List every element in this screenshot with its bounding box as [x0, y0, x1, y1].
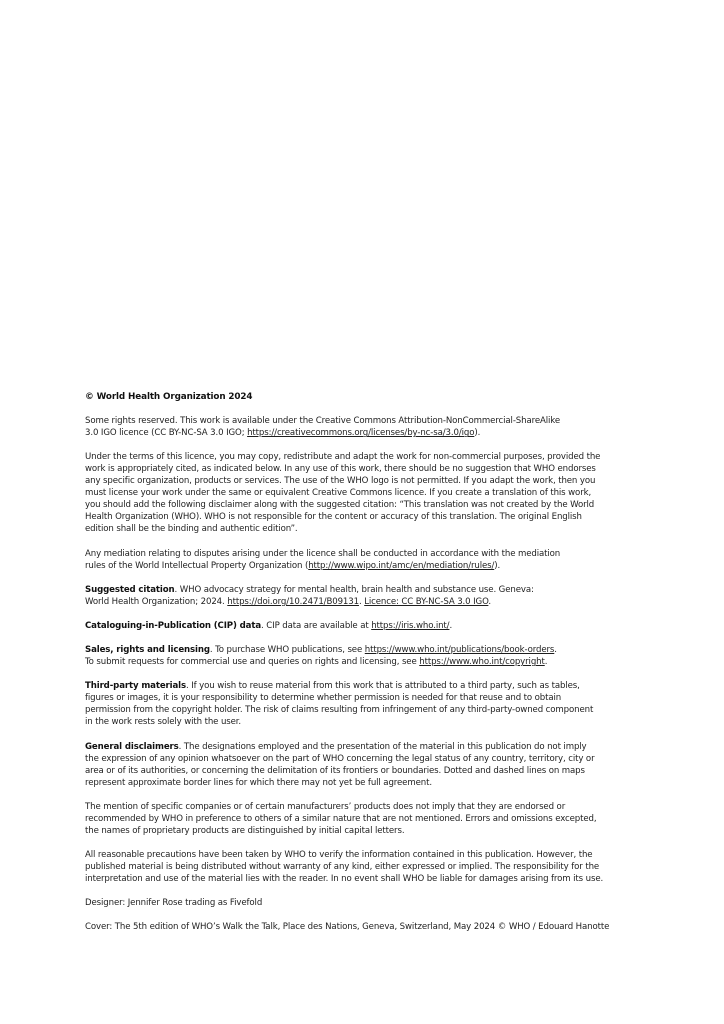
sales-line-2 [85, 656, 645, 668]
third-party-text: . If you wish to reuse material from this work that is attributed to a third party, such as tables, [186, 681, 580, 692]
sales-requests-end: . [544, 657, 548, 668]
suggested-citation [85, 584, 645, 608]
third-party-line: permission from the copyright holder. The risk of claims resulting from infringement of any third-party-owned component [85, 705, 594, 716]
citation-end: . [488, 596, 491, 607]
general-line: the expression of any opinion whatsoever on the part of WHO concerning the legal status of any country, territory, city or [85, 753, 595, 764]
cover-credit [85, 921, 645, 933]
mention-line: the names of proprietary products are distinguished by initial capital letters. [85, 825, 405, 836]
precautions-line: All reasonable precautions have been taken by WHO to verify the information contained in this publication. However, the [85, 849, 593, 860]
third-party-line: figures or images, it is your responsibility to determine whether permission is needed for that reuse and to obtain [85, 693, 562, 704]
terms-paragraph [85, 451, 645, 535]
rights-line-1: Some rights reserved. This work is available under the Creative Commons Attribution-NonCommercial-ShareAlike [85, 416, 561, 427]
terms-line: edition shall be the binding and authentic edition”. [85, 524, 298, 535]
rights-paragraph [85, 415, 645, 439]
iris-link[interactable]: https://iris.who.int/ [371, 620, 450, 631]
precautions-line: interpretation and use of the material lies with the reader. In no event shall WHO be liable for damages arising from its use. [85, 873, 604, 884]
sales-heading: Sales, rights and licensing [85, 645, 210, 656]
general-disclaimers [85, 741, 645, 789]
mediation-text: rules of the World Intellectual Property Organization ( [85, 560, 309, 571]
precautions-paragraph [85, 849, 645, 885]
terms-line: work is appropriately cited, as indicated below. In any use of this work, there should be no suggestion that WHO endorses [85, 464, 596, 475]
mediation-end: ). [494, 560, 501, 571]
designer-credit [85, 897, 645, 909]
sales-rights-licensing [85, 644, 645, 668]
citation-line-1 [85, 584, 645, 596]
third-party-line-1 [85, 680, 645, 692]
copyright-line: © World Health Organization 2024 [85, 392, 253, 402]
licence-link[interactable]: Licence: CC BY-NC-SA 3.0 IGO [364, 596, 489, 607]
citation-separator: . [358, 596, 365, 607]
rights-text: 3.0 IGO licence (CC BY-NC-SA 3.0 IGO; [85, 428, 248, 439]
creative-commons-link[interactable]: https://creativecommons.org/licenses/by-nc-sa/3.0/igo [247, 428, 475, 439]
book-orders-link[interactable]: https://www.who.int/publications/book-orders [364, 645, 555, 656]
mediation-paragraph [85, 548, 645, 572]
citation-publisher: World Health Organization; 2024. [85, 596, 228, 607]
citation-text: . WHO advocacy strategy for mental health, brain health and substance use. Geneva: [174, 584, 534, 595]
rights-end: ). [474, 428, 481, 439]
rights-line-2 [85, 427, 645, 439]
doi-link[interactable]: https://doi.org/10.2471/B09131 [227, 596, 359, 607]
third-party-line: in the work rests solely with the user. [85, 717, 242, 728]
general-line: represent approximate border lines for which there may not yet be full agreement. [85, 777, 432, 788]
terms-line: you should add the following disclaimer along with the suggested citation: “This translation was not created by the World [85, 500, 595, 511]
cip-line [85, 620, 645, 632]
cip-end: . [449, 620, 453, 631]
terms-line: Health Organization (WHO). WHO is not responsible for the content or accuracy of this translation. The original English [85, 512, 582, 523]
mediation-line-2 [85, 560, 645, 572]
sales-text: . To purchase WHO publications, see [209, 645, 365, 656]
sales-end: . [554, 645, 557, 656]
cover-line: Cover: The 5th edition of WHO’s Walk the Talk, Place des Nations, Geneva, Switzerland, May 2024 © WHO / Edouard Hanotte [85, 922, 610, 933]
cip-data [85, 620, 645, 632]
copyright-link[interactable]: https://www.who.int/copyright [419, 657, 545, 668]
terms-line: Under the terms of this licence, you may copy, redistribute and adapt the work for non-commercial purposes, provided the [85, 452, 601, 463]
general-line: area or of its authorities, or concerning the delimitation of its frontiers or boundaries. Dotted and dashed lines on maps [85, 765, 585, 776]
precautions-line: published material is being distributed without warranty of any kind, either expressed or implied. The responsibility for the [85, 861, 600, 872]
cip-text: . CIP data are available at [261, 620, 372, 631]
third-party-heading: Third-party materials [85, 681, 186, 692]
mention-line: recommended by WHO in preference to others of a similar nature that are not mentioned. Errors and omissions excepted, [85, 813, 597, 824]
wipo-mediation-link[interactable]: http://www.wipo.int/amc/en/mediation/rules/ [308, 560, 495, 571]
general-heading: General disclaimers [85, 741, 179, 752]
mention-paragraph [85, 801, 645, 837]
general-line-1 [85, 741, 645, 753]
terms-line: must license your work under the same or equivalent Creative Commons licence. If you create a translation of this work, [85, 488, 592, 499]
copyright-page [85, 391, 645, 945]
general-text: . The designations employed and the presentation of the material in this publication do not imply [178, 741, 587, 752]
sales-requests-text: To submit requests for commercial use and queries on rights and licensing, see [85, 657, 420, 668]
third-party-materials [85, 680, 645, 728]
copyright-notice [85, 391, 645, 403]
citation-heading: Suggested citation [85, 584, 175, 595]
citation-line-2 [85, 596, 645, 608]
sales-line-1 [85, 644, 645, 656]
cip-heading: Cataloguing-in-Publication (CIP) data [85, 620, 262, 631]
mention-line: The mention of specific companies or of certain manufacturers’ products does not imply that they are endorsed or [85, 801, 566, 812]
designer-line: Designer: Jennifer Rose trading as Fivefold [85, 898, 263, 909]
terms-line: any specific organization, products or services. The use of the WHO logo is not permitted. If you adapt the work, then you [85, 476, 596, 487]
mediation-line-1: Any mediation relating to disputes arising under the licence shall be conducted in accordance with the mediation [85, 548, 561, 559]
